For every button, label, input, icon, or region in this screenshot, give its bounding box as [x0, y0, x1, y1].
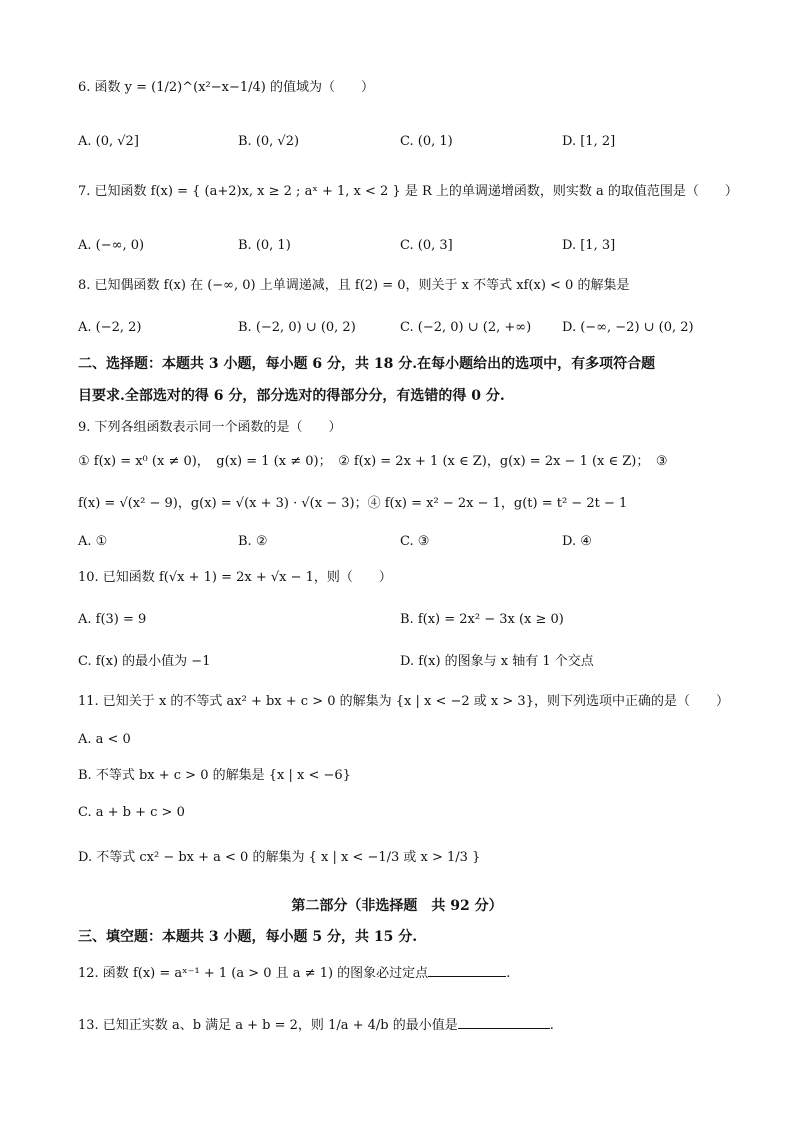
q6-option-c: C. (0, 1) — [400, 134, 453, 149]
answer-blank[interactable] — [458, 1014, 550, 1029]
q6-option-d: D. [1, 2] — [562, 134, 616, 149]
q8-option-d: D. (−∞, −2) ∪ (0, 2) — [562, 320, 694, 335]
q9-option-a: A. ① — [78, 534, 108, 549]
question-8-stem: 8. 已知偶函数 f(x) 在 (−∞, 0) 上单调递减，且 f(2) = 0，则关于 x 不等式 xf(x) < 0 的解集是 — [78, 278, 630, 293]
question-13-end: . — [549, 1018, 554, 1033]
q7-option-a: A. (−∞, 0) — [78, 238, 145, 253]
q9-option-c: C. ③ — [400, 534, 430, 549]
answer-blank[interactable] — [428, 962, 506, 977]
q7-option-b: B. (0, 1) — [238, 238, 291, 253]
question-13-stem: 13. 已知正实数 a、b 满足 a + b = 2，则 1/a + 4/b 的最小值是 — [78, 1018, 458, 1033]
q10-option-d: D. f(x) 的图象与 x 轴有 1 个交点 — [400, 654, 594, 669]
part-2-heading: 第二部分（非选择题 共 92 分） — [291, 898, 503, 914]
question-11-stem: 11. 已知关于 x 的不等式 ax² + bx + c > 0 的解集为 {x | x < −2 或 x > 3}，则下列选项中正确的是（ ） — [78, 694, 729, 709]
q7-option-d: D. [1, 3] — [562, 238, 616, 253]
question-13 — [78, 1014, 554, 1036]
question-6-stem: 6. 函数 y = (1/2)^(x²−x−1/4) 的值域为（ ） — [78, 80, 374, 95]
q7-option-c: C. (0, 3] — [400, 238, 453, 253]
section-3-heading: 三、填空题：本题共 3 小题，每小题 5 分，共 15 分. — [78, 929, 418, 945]
question-7-stem: 7. 已知函数 f(x) = { (a+2)x, x ≥ 2 ; aˣ + 1, x < 2 } 是 R 上的单调递增函数，则实数 a 的取值范围是（ ） — [78, 184, 738, 199]
question-9-line2: f(x) = √(x² − 9)，g(x) = √(x + 3) · √(x − 3)；④ f(x) = x² − 2x − 1，g(t) = t² − 2t − 1 — [78, 496, 628, 511]
q6-option-b: B. (0, √2) — [238, 134, 300, 149]
question-12-end: . — [506, 966, 511, 981]
section-2-heading-line1: 二、选择题：本题共 3 小题，每小题 6 分，共 18 分.在每小题给出的选项中，有多项符合题 — [78, 356, 656, 372]
q10-option-b: B. f(x) = 2x² − 3x (x ≥ 0) — [400, 612, 564, 627]
q11-option-a: A. a < 0 — [78, 732, 131, 747]
question-12 — [78, 962, 510, 984]
q10-option-a: A. f(3) = 9 — [78, 612, 147, 627]
q9-option-b: B. ② — [238, 534, 268, 549]
q9-option-d: D. ④ — [562, 534, 592, 549]
question-12-stem: 12. 函数 f(x) = aˣ⁻¹ + 1 (a > 0 且 a ≠ 1) 的图象必过定点 — [78, 966, 429, 981]
q11-option-c: C. a + b + c > 0 — [78, 805, 185, 820]
q11-option-d: D. 不等式 cx² − bx + a < 0 的解集为 { x | x < −1/3 或 x > 1/3 } — [78, 850, 481, 865]
q6-option-a: A. (0, √2] — [78, 134, 139, 149]
q11-option-b: B. 不等式 bx + c > 0 的解集是 {x | x < −6} — [78, 768, 351, 783]
question-9-stem: 9. 下列各组函数表示同一个函数的是（ ） — [78, 420, 342, 435]
question-9-line1: ① f(x) = x⁰ (x ≠ 0)， g(x) = 1 (x ≠ 0)； ② f(x) = 2x + 1 (x ∈ Z)，g(x) = 2x − 1 (x ∈ Z)； ③ — [78, 454, 668, 469]
q10-option-c: C. f(x) 的最小值为 −1 — [78, 654, 211, 669]
question-10-stem: 10. 已知函数 f(√x + 1) = 2x + √x − 1，则（ ） — [78, 570, 392, 585]
section-2-heading-line2: 目要求.全部选对的得 6 分，部分选对的得部分分，有选错的得 0 分. — [78, 388, 505, 404]
q8-option-c: C. (−2, 0) ∪ (2, +∞) — [400, 320, 532, 335]
q8-option-b: B. (−2, 0) ∪ (0, 2) — [238, 320, 356, 335]
q8-option-a: A. (−2, 2) — [78, 320, 142, 335]
